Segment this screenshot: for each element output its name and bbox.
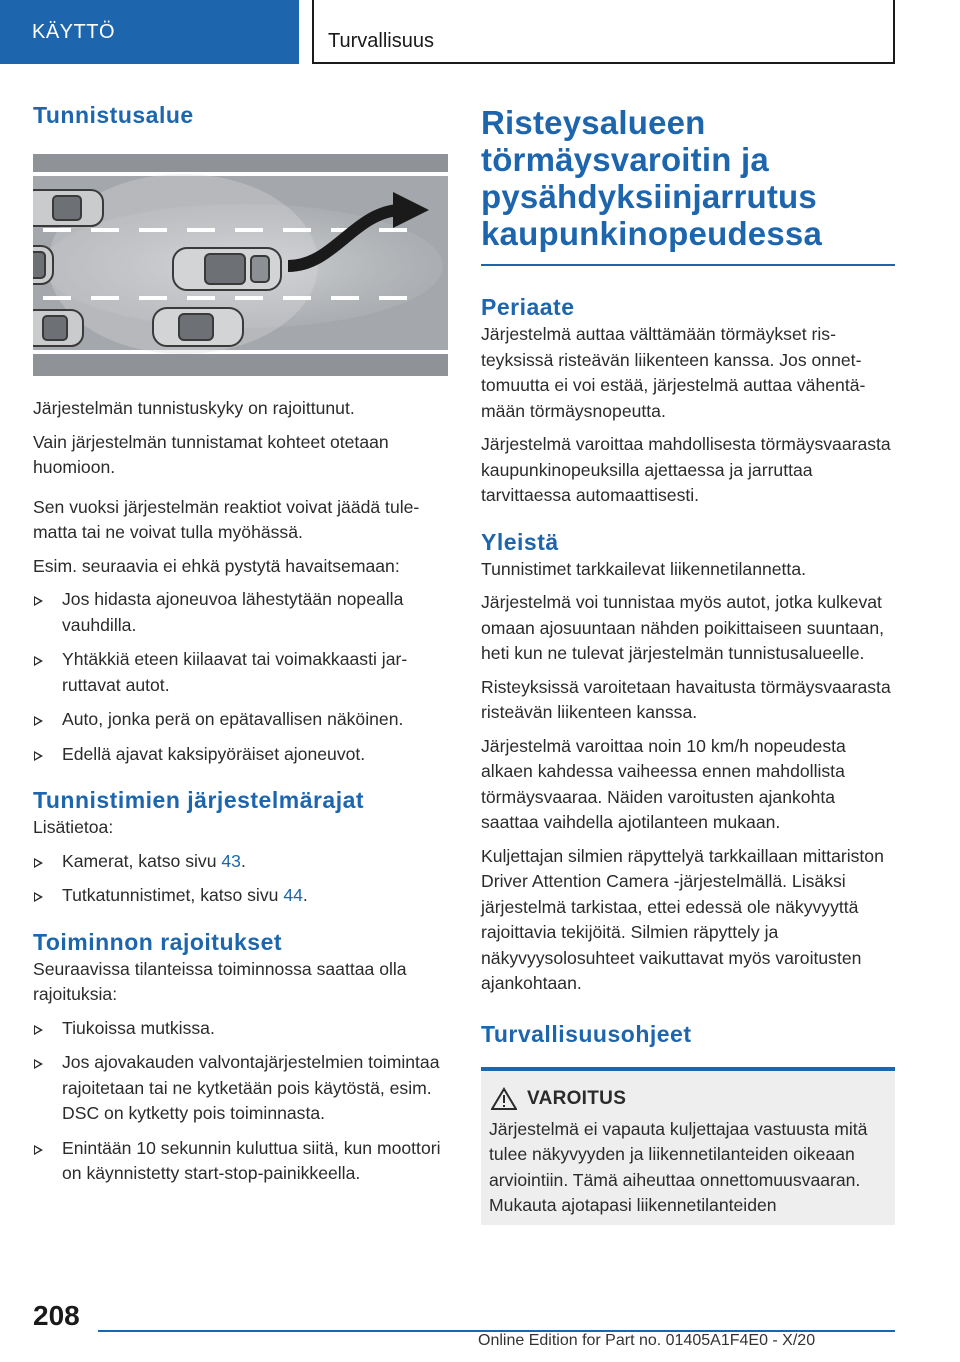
paragraph: Järjestelmä varoittaa mahdollisesta törmäysvaarasta kaupunkinopeuksilla ajettaessa ja jarruttaa tarvittaessa automaattisesti.: [481, 434, 891, 505]
heading-detection-area: Tunnistusalue: [33, 102, 194, 128]
paragraph: Vain järjestelmän tunnistamat kohteet otetaan huomioon.: [33, 431, 389, 477]
list-item: Kamerat, katso sivu 43.: [33, 849, 448, 875]
list-item: Jos hidasta ajoneuvoa lähestytään nopealla vauhdilla.: [33, 587, 448, 638]
page-number: 208: [33, 1300, 80, 1331]
heading-function-restrictions: Toiminnon rajoitukset: [33, 928, 283, 955]
list-item: Tutkatunnistimet, katso sivu 44.: [33, 883, 448, 909]
section-header-box: [312, 0, 895, 64]
paragraph: Tunnistimet tarkkailevat liikennetilannetta.: [481, 558, 806, 579]
warning-triangle-icon: [491, 1087, 517, 1111]
list-item: Tiukoissa mutkissa.: [33, 1016, 448, 1042]
warning-text: Järjestelmä ei vapauta kuljettajaa vastuusta mitä tulee näkyvyyden ja liikennetilanteiden oikeaan arviointiin. Tämä aiheuttaa onnettomuusvaaran. Mukauta ajotapasi liikennetilanteiden: [489, 1118, 868, 1215]
road-detection-diagram: [33, 154, 448, 376]
car-top-left: [33, 190, 103, 226]
detection-area-illustration: [33, 154, 448, 376]
right-column: [481, 104, 895, 1225]
paragraph: Esim. seuraavia ei ehkä pystytä havaitsemaan:: [33, 555, 400, 576]
warning-header: [489, 1087, 887, 1111]
footer-text: [478, 1332, 815, 1350]
warning-box: [481, 1067, 895, 1225]
paragraph: Järjestelmä voi tunnistaa myös autot, jotka kulkevat omaan ajosuuntaan nähden poikittaiseen suuntaan, heti kun ne tulevat järjestelmän tunnistusalueelle.: [481, 592, 885, 663]
list-item: Enintään 10 sekunnin kuluttua siitä, kun moottori on käynnistetty start-stop-painikkeella.: [33, 1136, 448, 1187]
car-bottom-left: [33, 310, 83, 346]
bullet-list-undetected: [33, 587, 448, 767]
chapter-tab: [0, 0, 299, 64]
paragraph: Järjestelmä varoittaa noin 10 km/h nopeudesta alkaen kahdessa vaiheessa ennen mahdollista törmäysvaaraa. Näiden varoitusten ajankohta saattaa vaihdella ajotilanteen mukaan.: [481, 735, 846, 832]
paragraph: Seuraavissa tilanteissa toiminnossa saattaa olla rajoituksia:: [33, 958, 407, 1004]
warning-label: VAROITUS: [527, 1087, 627, 1109]
list-item: Yhtäkkiä eteen kiilaavat tai voimakkaasti jarruttavat autot.: [33, 647, 448, 698]
list-item: Jos ajovakauden valvontajärjestelmien toimintaa rajoitetaan tai ne kytketään pois käytöstä, esim. DSC on kytketty pois toiminnasta.: [33, 1050, 448, 1127]
chapter-title: KÄYTTÖ: [32, 21, 116, 43]
heading-principle: Periaate: [481, 294, 575, 320]
edition-text: Online Edition for Part no. 01405A1F4E0 - X/20: [478, 1332, 816, 1349]
paragraph: Järjestelmän tunnistuskyky on rajoittunut.: [33, 398, 355, 418]
heading-safety: Turvallisuusohjeet: [481, 1020, 692, 1047]
paragraph: Risteyksissä varoitetaan havaitusta törmäysvaarasta risteävän liikenteen kanssa.: [481, 676, 891, 722]
paragraph: Sen vuoksi järjestelmän reaktiot voivat jäädä tulematta tai ne voivat tulla myöhässä.: [33, 496, 420, 542]
paragraph: Lisätietoa:: [33, 817, 114, 837]
title-divider: [481, 264, 895, 266]
bullet-list-restrictions: [33, 1016, 448, 1187]
main-title: Risteysalueen törmäysvaroitin ja pysähdyksiinjarrutus kaupunkinopeudessa: [481, 104, 823, 252]
bullet-list-more-info: [33, 849, 448, 909]
heading-general: Yleistä: [481, 528, 559, 555]
page-link-43[interactable]: 43: [221, 850, 241, 871]
car-mid-left: [33, 246, 53, 284]
paragraph: Järjestelmä auttaa välttämään törmäykset risteyksissä risteävän liikenteen kanssa. Jos onnettomuutta ei voi estää, järjestelmä auttaa vähentämään törmäysnopeutta.: [481, 324, 866, 421]
list-item: Edellä ajavat kaksipyöräiset ajoneuvot.: [33, 742, 448, 768]
car-center: [173, 248, 281, 290]
left-column: [33, 100, 448, 1196]
car-bottom-center: [153, 308, 243, 346]
page-link-44[interactable]: 44: [283, 885, 303, 905]
section-title: Turvallisuus: [328, 30, 434, 52]
paragraph: Kuljettajan silmien räpyttelyä tarkkaillaan mittariston Driver Attention Camera -järjestelmällä. Lisäksi järjestelmä tarkistaa, ettei edessä ole näkyvyyttä rajoittavia tekijöitä. Silmien räpyttely ja näkyvyysolosuhteet vaikuttavat myös varoitusten ajankohtaan.: [481, 845, 884, 993]
list-item: Auto, jonka perä on epätavallisen näköinen.: [33, 707, 448, 733]
heading-sensor-limits: Tunnistimien järjestelmärajat: [33, 787, 365, 813]
